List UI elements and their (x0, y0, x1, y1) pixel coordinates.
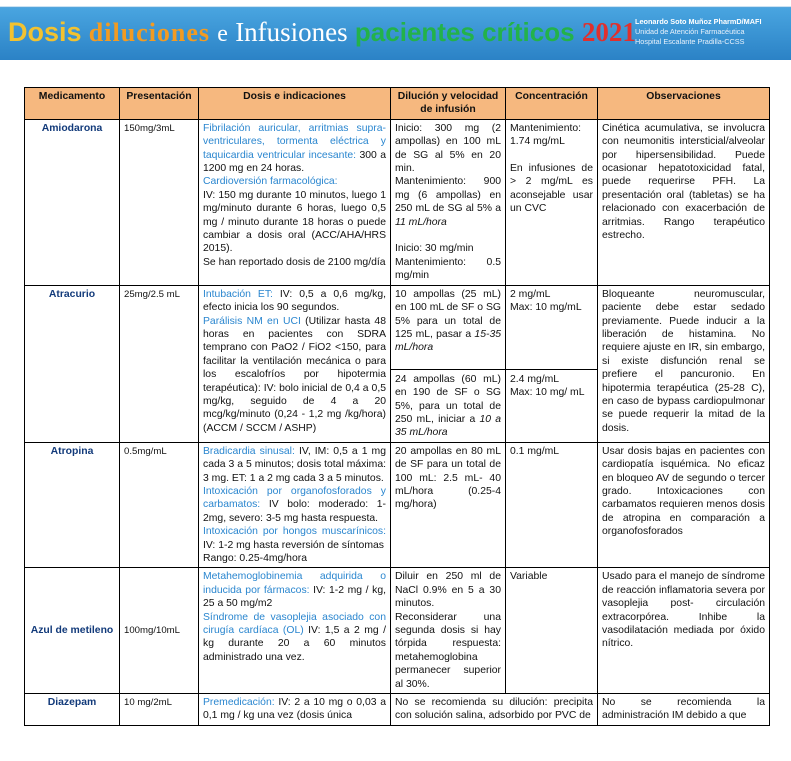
title-infusiones: Infusiones (235, 17, 348, 47)
dose-text: IV, IM: 0,5 a 1 mg cada 3 a 5 minutos; dosis total máxima: 3 mg. ET: 1 a 2 mg cada 3 a 5 minutos. (203, 445, 386, 484)
concentration-text: Mantenimiento: 1.74 mg/mL (510, 122, 582, 148)
dose-cell (199, 119, 391, 285)
col-concentracion: Concentración (506, 88, 598, 120)
indication-label: Premedicación: (203, 697, 275, 709)
infusion-rate: 11 mL/hora (395, 216, 447, 228)
indication-label: Intubación ET: (203, 288, 273, 300)
dilution-text: 24 ampollas (60 mL) en 190 de SF o SG 5%, para un total de 250 mL, iniciar a (395, 373, 501, 425)
document-title (8, 12, 636, 52)
concentration-cell (506, 285, 598, 442)
indication-label: Cardioversión farmacológica: (203, 176, 338, 188)
dose-text: IV: 150 mg durante 10 minutos, luego 1 mg/minuto durante 6 horas, luego 0,5 mg / minuto durante 18 horas o puede cambiar a dosis oral (ACC/AHA/HRS 2015). (203, 189, 386, 255)
drug-table (24, 87, 770, 726)
infusion-rate: 15-35 mL/hora (395, 328, 501, 354)
table-row (25, 119, 770, 285)
title-pacientes: pacientes críticos (354, 17, 575, 47)
author-name: Leonardo Soto Muñoz PharmD/MAFI (635, 17, 762, 26)
drug-name: Diazepam (25, 694, 120, 726)
drug-name: Amiodarona (25, 119, 120, 285)
dilution-text: Inicio: 300 mg (2 ampollas) en 100 mL de SG al 5% en 20 min. (395, 122, 501, 175)
col-presentacion: Presentación (120, 88, 199, 120)
presentation: 0.5mg/mL (120, 442, 199, 568)
concentration-text: Variable (506, 568, 598, 694)
dilution-cell (391, 568, 506, 694)
author-credit (635, 17, 785, 47)
dilution-text: Mantenimiento: 900 mg (6 ampollas) en 250 mL de SG al 5% a (395, 176, 501, 215)
table-row (25, 694, 770, 726)
dose-text: Se han reportado dosis de 2100 mg/día (203, 256, 386, 268)
author-unit: Unidad de Atención Farmacéutica (635, 27, 745, 36)
indication-label: Intoxicación por hongos muscarínicos: (203, 526, 386, 538)
table-row (25, 442, 770, 568)
concentration-text: 2.4 mg/mL (510, 373, 560, 385)
dilution-text: 10 ampollas (25 mL) en 100 mL de SF o SG 5% para un total de 125 mL, pasar a (395, 288, 501, 340)
dose-cell (199, 442, 391, 568)
title-e: e (217, 21, 228, 47)
dose-text: Rango: 0.25-4mg/hora (203, 553, 307, 564)
table-header-row (25, 88, 770, 120)
dose-cell (199, 568, 391, 694)
dilution-text: Inicio: 30 mg/min (395, 243, 474, 255)
drug-name: Atracurio (25, 285, 120, 442)
header-banner (0, 0, 791, 76)
presentation: 100mg/10mL (120, 568, 199, 694)
presentation: 25mg/2.5 mL (120, 285, 199, 442)
dose-cell (199, 694, 391, 726)
dose-text: IV: 0,5 a 0,6 mg/kg, efecto inicia los 90 segundos. (203, 288, 386, 314)
title-diluciones: diluciones (88, 18, 211, 47)
dilution-cell (391, 119, 506, 285)
observations: Bloqueante neuromuscular, paciente debe estar sedado previamente. Puede inducir a la liberación de histamina. No requiere ajuste en IR, sin embargo, si existe disfunción renal se prefiere el pancuronio. En hipotermia terapéutica (25-28 C), en caso de bypass cardiopulmonar se puede requerir la mitad de la dosis. (598, 285, 770, 442)
dilution-text: Mantenimiento: 0.5 mg/min (395, 256, 501, 282)
drug-name: Atropina (25, 442, 120, 568)
presentation: 150mg/3mL (120, 119, 199, 285)
author-hospital: Hospital Escalante Pradilla-CCSS (635, 37, 745, 46)
concentration-text: 0.1 mg/mL (506, 442, 598, 568)
title-year: 2021 (581, 17, 636, 47)
dose-text: (Utilizar hasta 48 horas en pacientes con SDRA temprano con PaO2 / FiO2 <150, para facilitar la ventilación mecánica o para los escalofríos por hipotermia terapéutica): IV: bolo inicial de 0,4 a 0,5 mg/kg, seguido de 4 a 20 mcg/kg/minuto (0,24 - 1,2 mg /kg/hora) (ACCM / SCCM / ASHP) (203, 315, 386, 434)
observations: No se recomienda la administración IM debido a que (598, 694, 770, 726)
observations: Cinética acumulativa, se involucra con neumonitis intersticial/alveolar por hipersensibilidad. Puede ocasionar hepatotoxicidad fatal, puede requerirse PFH. La presentación oral (tabletas) se ha relacionado con exacerbación de arritmias. Rango terapéutico estrecho. (598, 119, 770, 285)
dose-text: IV: 1-2 mg hasta reversión de síntomas (203, 539, 384, 551)
table-row (25, 568, 770, 694)
dose-text: IV bolo: moderado: 1-2mg, severo: 3-5 mg hasta respuesta. (203, 499, 386, 524)
dose-text: 300 a 1200 mg en 24 horas. (203, 149, 387, 175)
indication-label: Intoxicación por organofosforados y carbamatos: (203, 485, 386, 511)
infusion-rate: 10 a 35 mL/hora (395, 413, 501, 439)
dilution-text: Diluir en 250 ml de NaCl 0.9% en 5 a 30 minutos. (395, 571, 501, 610)
dilution-cell (391, 285, 506, 442)
col-medicamento: Medicamento (25, 88, 120, 120)
concentration-max: Max: 10 mg/ mL (510, 386, 585, 398)
col-dilucion: Dilución y velocidad de infusión (391, 88, 506, 120)
dose-text: IV: 1-2 mg / kg, 25 a 50 mg/m2 (203, 584, 386, 610)
indication-label: Parálisis NM en UCI (203, 315, 301, 327)
dose-cell (199, 285, 391, 442)
dilution-text: No se recomienda su dilución: precipita con solución salina, adsorbido por PVC de (391, 694, 598, 726)
concentration-cell (506, 119, 598, 285)
dose-text: IV: 2 a 10 mg o 0,03 a 0,1 mg / kg una vez (dosis única (203, 697, 386, 722)
indication-label: Síndrome de vasoplejia asociado con cirugía cardíaca (OL) (203, 611, 386, 637)
indication-label: Fibrilación auricular, arritmias supra-ventriculares, tormenta eléctrica y taquicardia ventricular incesante: (203, 122, 386, 161)
indication-label: Bradicardia sinusal: (203, 445, 295, 457)
drug-name: Azul de metileno (25, 568, 120, 694)
dose-text: IV: 1,5 a 2 mg / kg durante 20 a 60 minutos administrado una vez. (203, 625, 386, 663)
banner-bottom (0, 60, 791, 76)
observations: Usar dosis bajas en pacientes con cardiopatía isquémica. No eficaz en bloqueo AV de segundo o tercer grado. Intoxicaciones con carbamatos requieren menos dosis de atropina en comparación a organofosforados (598, 442, 770, 568)
table-row (25, 285, 770, 442)
concentration-text: 2 mg/mL (510, 288, 551, 300)
dilution-text: 20 ampollas en 80 mL de SF para un total de 100 mL: 2.5 mL- 40 mL/hora (0.25-4 mg/hora) (391, 442, 506, 568)
observations: Usado para el manejo de síndrome de reacción inflamatoria severa por vasoplejia post- circulación extracorpórea. Inhibe la vasodilatación mediada por óxido nítrico. (598, 568, 770, 694)
col-dosis: Dosis e indicaciones (199, 88, 391, 120)
dilution-text: Reconsiderar una segunda dosis si hay tórpida respuesta: metahemoglobina permanecer superior al 30%. (395, 611, 501, 690)
indication-label: Metahemoglobinemia adquirida o inducida por fármacos: (203, 571, 386, 596)
col-observaciones: Observaciones (598, 88, 770, 120)
concentration-text: En infusiones de > 2 mg/mL es aconsejable usar un CVC (510, 163, 593, 215)
concentration-max: Max: 10 mg/mL (510, 302, 582, 314)
title-dosis: Dosis (8, 17, 82, 47)
presentation: 10 mg/2mL (120, 694, 199, 726)
